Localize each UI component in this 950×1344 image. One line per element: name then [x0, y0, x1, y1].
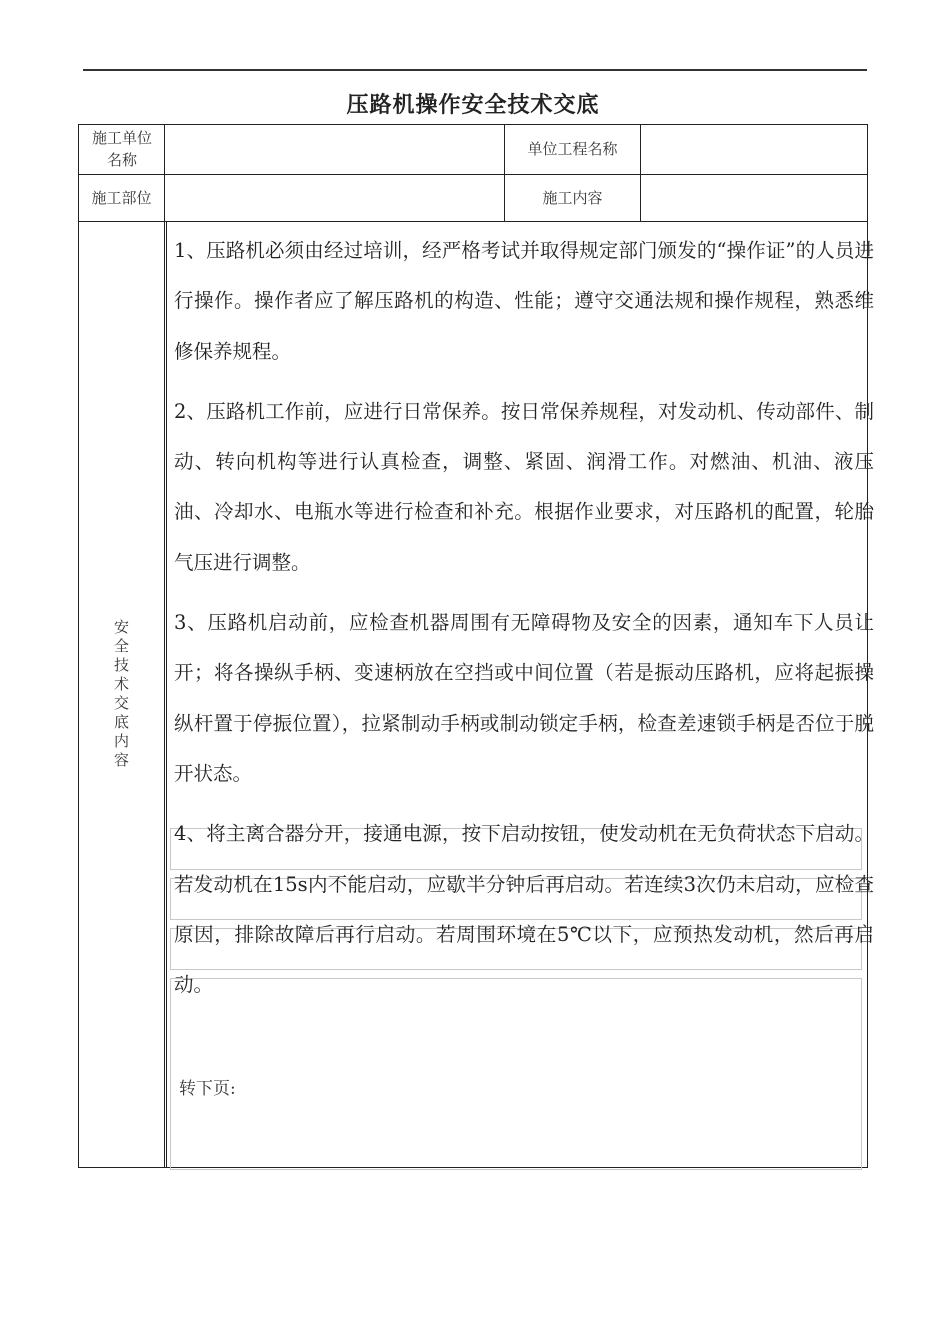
location-label: 施工部位	[91, 188, 152, 207]
paragraph: 4、将主离合器分开，接通电源，按下启动按钮，使发动机在无负荷状态下启动。若发动机在15s内不能启动，应歇半分钟后再启动。若连续3次仍未启动，应检查原因，排除故障后再行启动。若周围环境在5℃以下，应预热发动机，然后再启动。	[174, 822, 874, 997]
top-rule	[83, 69, 867, 71]
disclosure-form	[78, 124, 874, 1168]
continue-label: 转下页:	[179, 1079, 236, 1099]
work-content-label: 施工内容	[542, 188, 603, 207]
unit-name-field	[168, 124, 502, 174]
disclosure-content	[174, 226, 874, 1010]
grid-line	[78, 221, 868, 222]
paragraph: 3、压路机启动前，应检查机器周围有无障碍物及安全的因素，通知车下人员让开；将各操纵手柄、变速柄放在空挡或中间位置（若是振动压路机，应将起振操纵杆置于停振位置），拉紧制动手柄或制动锁定手柄，检查差速锁手柄是否位于脱开状态。	[174, 611, 874, 785]
grid-line	[166, 221, 167, 1168]
grid-line	[640, 124, 641, 221]
paragraph: 1、压路机必须由经过培训，经严格考试并取得规定部门颁发的“操作证”的人员进行操作。操作者应了解压路机的构造、性能；遵守交通法规和操作规程，熟悉维修保养规程。	[174, 239, 874, 363]
work-content-field	[642, 174, 866, 221]
project-name-field	[642, 124, 866, 174]
paragraph: 2、压路机工作前，应进行日常保养。按日常保养规程，对发动机、传动部件、制动、转向机构等进行认真检查，调整、紧固、润滑工作。对燃油、机油、液压油、冷却水、电瓶水等进行检查和补充。根据作业要求，对压路机的配置，轮胎气压进行调整。	[174, 399, 874, 574]
unit-name-label: 施工单位名称	[91, 129, 152, 169]
disclosure-content-label	[78, 221, 165, 1168]
location-field	[168, 174, 502, 221]
project-name-label: 单位工程名称	[527, 140, 618, 158]
disclosure-content-label-text: 安全技术交底内容	[112, 618, 130, 771]
document-title: 压路机操作安全技术交底	[346, 93, 600, 118]
